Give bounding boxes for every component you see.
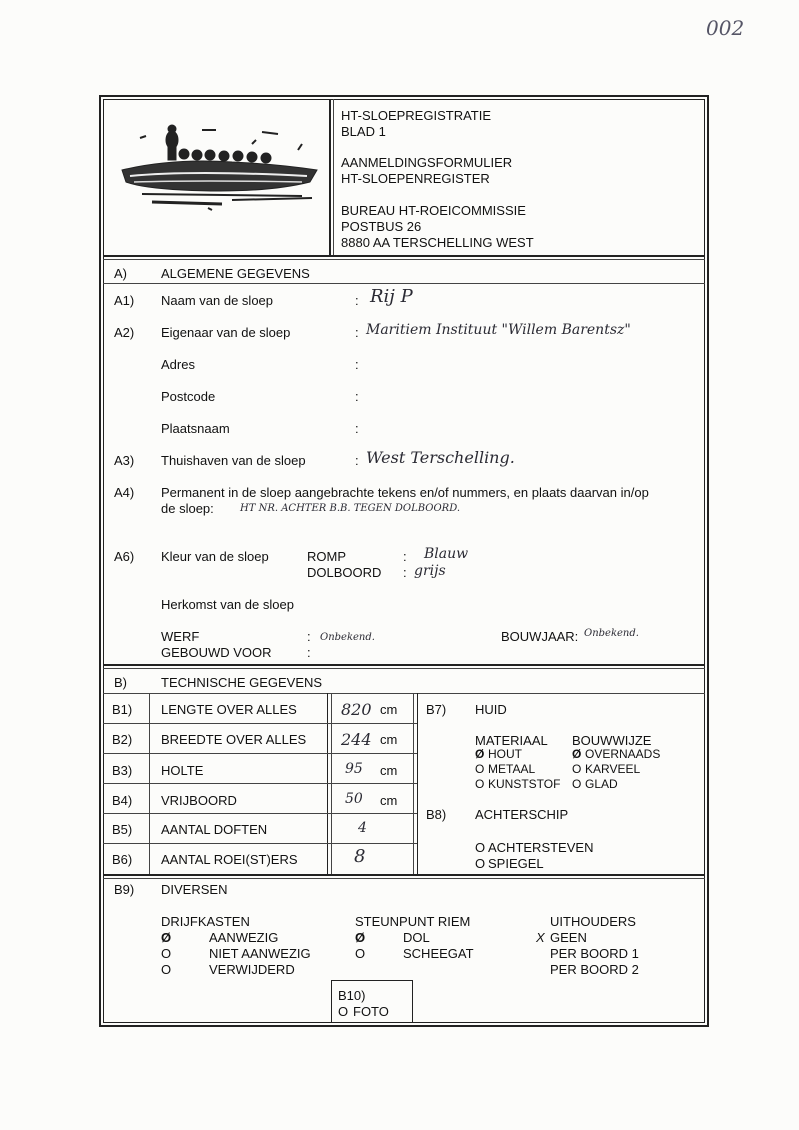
- a2-label: Eigenaar van de sloep: [161, 325, 291, 340]
- a3-label: Thuishaven van de sloep: [161, 453, 306, 468]
- materiaal-hout-mark[interactable]: Ø: [475, 747, 485, 761]
- plaatsnaam-colon: :: [355, 421, 359, 436]
- materiaal-kunststof: KUNSTSTOF: [488, 777, 561, 791]
- postcode-label: Postcode: [161, 389, 216, 404]
- a3-colon: :: [355, 453, 359, 468]
- dolboord-colon: :: [403, 565, 407, 580]
- bouwwijze-glad-mark[interactable]: O: [572, 777, 582, 791]
- b6-value[interactable]: 8: [354, 846, 366, 867]
- drijfkasten-niet-aanwezig: NIET AANWEZIG: [209, 946, 311, 961]
- uithouders-label: UITHOUDERS: [550, 914, 636, 929]
- uithouders-per-boord-1: PER BOORD 1: [550, 946, 639, 961]
- uithouders-geen: GEEN: [550, 930, 587, 945]
- steunpunt-dol: DOL: [403, 930, 430, 945]
- page-number-handwritten: 002: [706, 16, 745, 40]
- b10-foto-mark[interactable]: O: [338, 1004, 349, 1019]
- uithouders-per-boord-2: PER BOORD 2: [550, 962, 639, 977]
- b5-value[interactable]: 4: [358, 820, 367, 836]
- rowing-boat-logo: [112, 110, 322, 220]
- materiaal-label: MATERIAAL: [475, 733, 548, 748]
- b2-code: B2): [112, 732, 133, 747]
- b1-value[interactable]: 820: [341, 700, 372, 719]
- b8-code: B8): [426, 807, 447, 822]
- drijfkasten-niet-aanwezig-mark[interactable]: O: [161, 946, 172, 961]
- b7-code: B7): [426, 702, 447, 717]
- b3-value[interactable]: 95: [345, 761, 363, 777]
- a6-label: Kleur van de sloep: [161, 549, 269, 564]
- adres-colon: :: [355, 357, 359, 372]
- b1-code: B1): [112, 702, 133, 717]
- steunpunt-scheegat-mark[interactable]: O: [355, 946, 366, 961]
- a1-value[interactable]: Rij P: [370, 286, 413, 307]
- b10-foto-label: FOTO: [353, 1004, 389, 1019]
- bouwwijze-overnaads-mark[interactable]: Ø: [572, 747, 582, 761]
- b10-code: B10): [338, 988, 366, 1003]
- b5-label: AANTAL DOFTEN: [161, 822, 268, 837]
- a2-value[interactable]: Maritiem Instituut "Willem Barentsz": [366, 322, 631, 338]
- bouwwijze-label: BOUWWIJZE: [572, 733, 652, 748]
- drijfkasten-verwijderd-mark[interactable]: O: [161, 962, 172, 977]
- bouwwijze-overnaads: OVERNAADS: [585, 747, 661, 761]
- steunpunt-dol-mark[interactable]: Ø: [355, 930, 366, 945]
- dolboord-label: DOLBOORD: [307, 565, 382, 580]
- materiaal-metaal-mark[interactable]: O: [475, 762, 485, 776]
- werf-label: WERF: [161, 629, 200, 644]
- drijfkasten-verwijderd: VERWIJDERD: [209, 962, 295, 977]
- drijfkasten-label: DRIJFKASTEN: [161, 914, 250, 929]
- spiegel: SPIEGEL: [488, 856, 544, 871]
- a1-code: A1): [114, 293, 135, 308]
- header-line-4: HT-SLOEPENREGISTER: [341, 171, 490, 186]
- postcode-colon: :: [355, 389, 359, 404]
- section-b-title: TECHNISCHE GEGEVENS: [161, 675, 323, 690]
- steunpunt-riem-label: STEUNPUNT RIEM: [355, 914, 471, 929]
- werf-value[interactable]: Onbekend.: [320, 632, 375, 643]
- header-line-3: AANMELDINGSFORMULIER: [341, 155, 513, 170]
- gebouwd-voor-label: GEBOUWD VOOR: [161, 645, 272, 660]
- dolboord-value[interactable]: grijs: [414, 563, 446, 579]
- spiegel-mark[interactable]: O: [475, 856, 486, 871]
- romp-label: ROMP: [307, 549, 346, 564]
- b2-label: BREEDTE OVER ALLES: [161, 732, 307, 747]
- achtersteven-mark[interactable]: O: [475, 840, 486, 855]
- b2-value[interactable]: 244: [341, 730, 372, 749]
- b6-code: B6): [112, 852, 133, 867]
- b9-code: B9): [114, 882, 135, 897]
- b1-unit: cm: [380, 702, 398, 717]
- a3-value[interactable]: West Terschelling.: [366, 448, 515, 467]
- a3-code: A3): [114, 453, 135, 468]
- bouwwijze-karveel-mark[interactable]: O: [572, 762, 582, 776]
- a1-label: Naam van de sloep: [161, 293, 274, 308]
- b5-code: B5): [112, 822, 133, 837]
- b8-title: ACHTERSCHIP: [475, 807, 569, 822]
- b1-label: LENGTE OVER ALLES: [161, 702, 297, 717]
- b3-unit: cm: [380, 763, 398, 778]
- b7-title: HUID: [475, 702, 507, 717]
- header-line-2: BLAD 1: [341, 124, 386, 139]
- uithouders-geen-mark[interactable]: X: [536, 930, 545, 945]
- a4-code: A4): [114, 485, 135, 500]
- section-a-title: ALGEMENE GEGEVENS: [161, 266, 310, 281]
- drijfkasten-aanwezig-mark[interactable]: Ø: [161, 930, 172, 945]
- b9-title: DIVERSEN: [161, 882, 228, 897]
- b2-unit: cm: [380, 732, 398, 747]
- a4-label-line1: Permanent in de sloep aangebrachte tekens en/of nummers, en plaats daarvan in/op: [161, 485, 649, 500]
- b4-value[interactable]: 50: [345, 791, 363, 807]
- adres-label: Adres: [161, 357, 195, 372]
- b4-unit: cm: [380, 793, 398, 808]
- section-b-code: B): [114, 675, 127, 690]
- bouwwijze-karveel: KARVEEL: [585, 762, 641, 776]
- romp-value[interactable]: Blauw: [424, 546, 469, 562]
- bouwwijze-glad: GLAD: [585, 777, 618, 791]
- header-line-5: BUREAU HT-ROEICOMMISSIE: [341, 203, 526, 218]
- a4-value[interactable]: HT NR. ACHTER B.B. TEGEN DOLBOORD.: [240, 503, 461, 514]
- werf-colon: :: [307, 629, 311, 644]
- section-a-code: A): [114, 266, 127, 281]
- a2-colon: :: [355, 325, 359, 340]
- header-line-6: POSTBUS 26: [341, 219, 422, 234]
- plaatsnaam-label: Plaatsnaam: [161, 421, 230, 436]
- bouwjaar-value[interactable]: Onbekend.: [584, 628, 639, 639]
- header-line-7: 8880 AA TERSCHELLING WEST: [341, 235, 534, 250]
- gebouwd-voor-colon: :: [307, 645, 311, 660]
- header-line-1: HT-SLOEPREGISTRATIE: [341, 108, 492, 123]
- materiaal-hout: HOUT: [488, 747, 522, 761]
- b3-label: HOLTE: [161, 763, 204, 778]
- romp-colon: :: [403, 549, 407, 564]
- a4-label-line2: de sloep:: [161, 501, 214, 516]
- a1-colon: :: [355, 293, 359, 308]
- materiaal-metaal: METAAL: [488, 762, 536, 776]
- herkomst-label: Herkomst van de sloep: [161, 597, 294, 612]
- materiaal-kunststof-mark[interactable]: O: [475, 777, 485, 791]
- a6-code: A6): [114, 549, 135, 564]
- b6-label: AANTAL ROEI(ST)ERS: [161, 852, 298, 867]
- bouwjaar-label: BOUWJAAR:: [501, 629, 579, 644]
- b3-code: B3): [112, 763, 133, 778]
- achtersteven: ACHTERSTEVEN: [488, 840, 594, 855]
- drijfkasten-aanwezig: AANWEZIG: [209, 930, 279, 945]
- b4-label: VRIJBOORD: [161, 793, 237, 808]
- steunpunt-scheegat: SCHEEGAT: [403, 946, 474, 961]
- a2-code: A2): [114, 325, 135, 340]
- b4-code: B4): [112, 793, 133, 808]
